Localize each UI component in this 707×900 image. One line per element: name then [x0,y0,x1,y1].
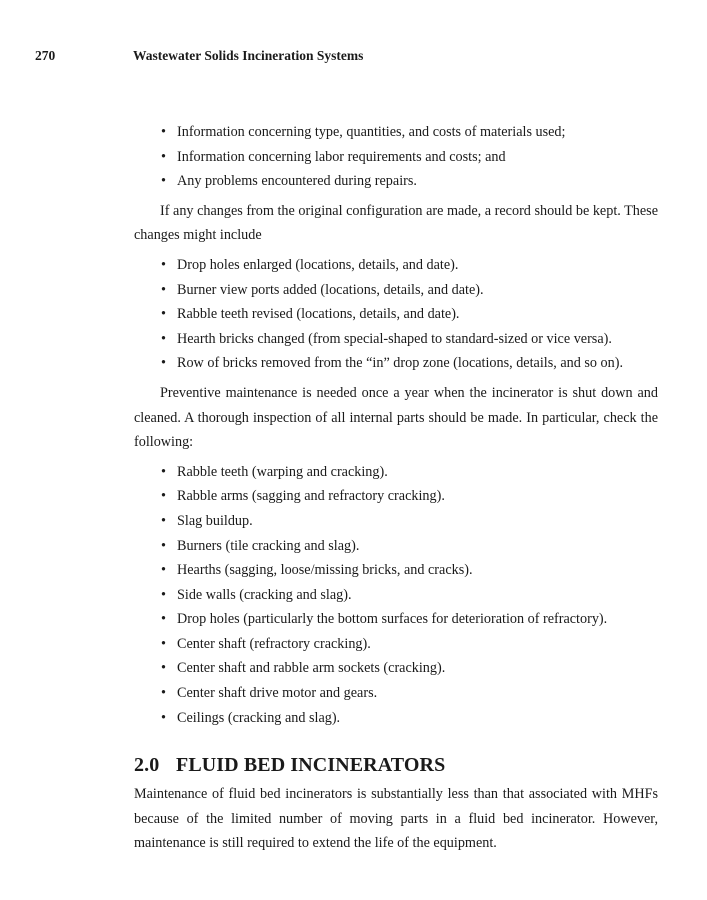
list-item: • Drop holes (particularly the bottom surfaces for deterioration of refractory). [134,607,658,632]
paragraph-changes: If any changes from the original configuration are made, a record should be kept. These changes might include [134,202,658,244]
list-item: • Ceilings (cracking and slag). [134,706,658,731]
list-item: • Center shaft and rabble arm sockets (cracking). [134,656,658,681]
list-item: • Center shaft (refractory cracking). [134,632,658,657]
records-list [134,120,658,194]
paragraph-preventive: Preventive maintenance is needed once a year when the incinerator is shut down and cleaned. A thorough inspection of all internal parts should be made. In particular, check the following: [134,384,658,451]
list-item: • Slag buildup. [134,509,658,534]
list-item: • Rabble teeth revised (locations, details, and date). [134,302,658,327]
section-number: 2.0 [134,754,160,777]
list-item: • Rabble teeth (warping and cracking). [134,460,658,485]
list-item: • Information concerning type, quantities, and costs of materials used; [134,120,658,145]
list-item: • Any problems encountered during repairs. [134,169,658,194]
list-item: • Information concerning labor requirements and costs; and [134,145,658,170]
running-header [35,48,667,64]
list-item: • Rabble arms (sagging and refractory cracking). [134,484,658,509]
list-item: • Center shaft drive motor and gears. [134,681,658,706]
list-item: • Drop holes enlarged (locations, details, and date). [134,253,658,278]
body-content [134,120,658,856]
list-item: • Row of bricks removed from the “in” drop zone (locations, details, and so on). [134,351,658,376]
changes-list [134,253,658,376]
list-item: • Side walls (cracking and slag). [134,583,658,608]
page-number: 270 [35,48,56,63]
list-item: • Hearths (sagging, loose/missing bricks, and cracks). [134,558,658,583]
list-item: • Burner view ports added (locations, details, and date). [134,278,658,303]
book-title: Wastewater Solids Incineration Systems [133,48,364,63]
paragraph-fluid-bed: Maintenance of fluid bed incinerators is substantially less than that associated with MHFs because of the limited number of moving parts in a fluid bed incinerator. However, maintenance is still required to extend the life of the equipment. [134,786,658,852]
inspection-list [134,460,658,731]
list-item: • Hearth bricks changed (from special-shaped to standard-sized or vice versa). [134,327,658,352]
section-heading [134,752,658,778]
section-title: FLUID BED INCINERATORS [176,754,446,777]
list-item: • Burners (tile cracking and slag). [134,534,658,559]
